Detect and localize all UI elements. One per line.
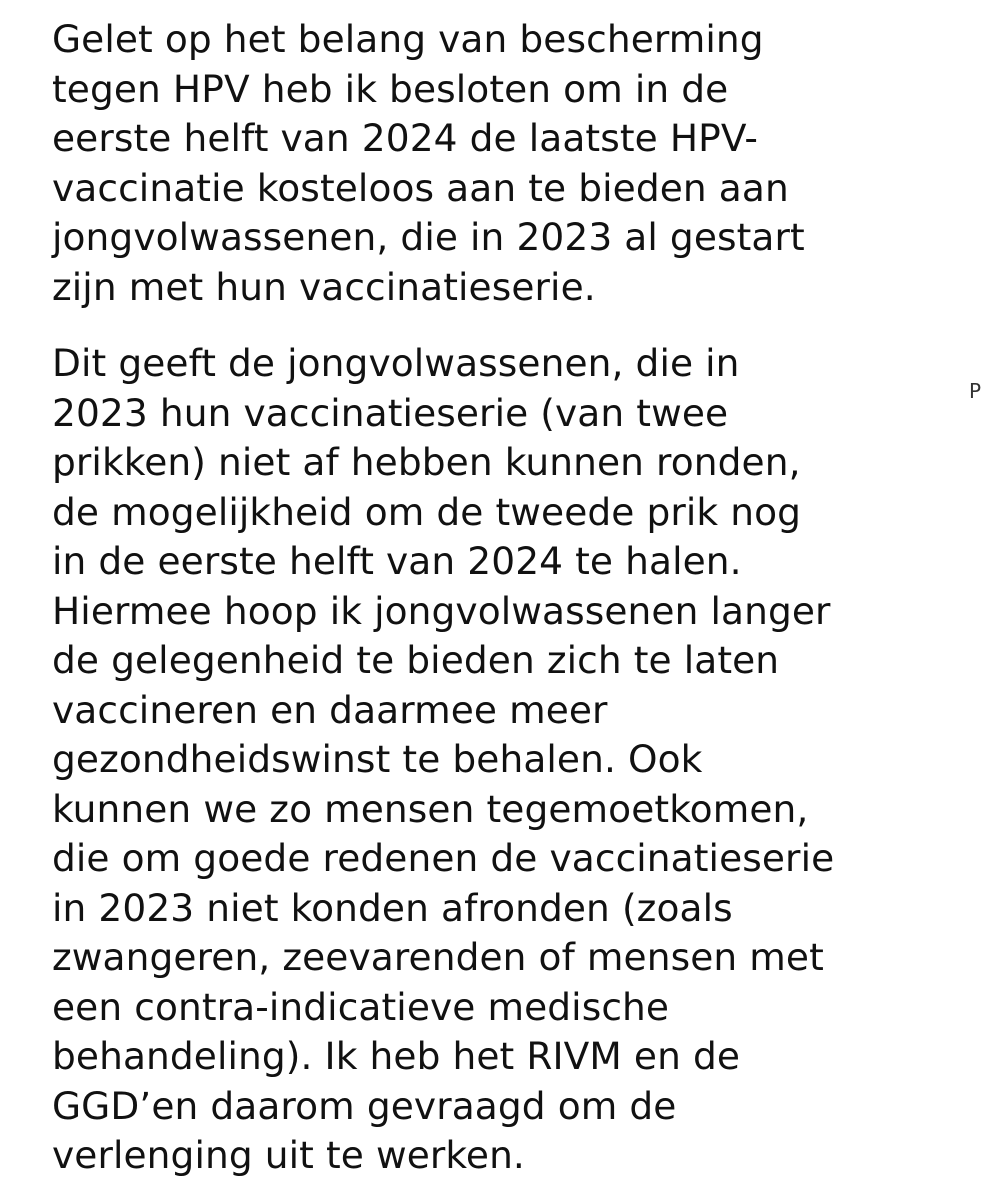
paragraph-hpv-decision: [52, 15, 805, 312]
text-line: zijn met hun vaccinatieserie.: [52, 264, 596, 309]
text-line: eerste helft van 2024 de laatste HPV-: [52, 116, 759, 160]
text-line: Dit geeft de jongvolwassenen, die in: [52, 341, 740, 385]
text-line: vaccinatie kosteloos aan te bieden aan: [52, 165, 789, 210]
text-line: gezondheidswinst te behalen. Ook: [52, 737, 703, 781]
text-line: behandeling). Ik heb het RIVM en de: [52, 1034, 741, 1078]
text-line: vaccineren en daarmee meer: [52, 687, 608, 732]
text-line: kunnen we zo mensen tegemoetkomen,: [52, 786, 809, 831]
text-line: verlenging uit te werken.: [52, 1133, 525, 1177]
text-line: een contra-indicatieve medische: [52, 984, 670, 1029]
margin-letter-fragment: P: [969, 379, 982, 403]
text-line: GGD’en daarom gevraagd om de: [52, 1083, 677, 1128]
text-line: de mogelijkheid om de tweede prik nog: [52, 489, 802, 534]
text-line: de gelegenheid te bieden zich te laten: [52, 638, 780, 682]
text-line: Hiermee hoop ik jongvolwassenen langer: [52, 588, 831, 633]
text-line: prikken) niet af hebben kunnen ronden,: [52, 440, 801, 484]
text-line: in de eerste helft van 2024 te halen.: [52, 539, 742, 583]
text-line: jongvolwassenen, die in 2023 al gestart: [52, 215, 805, 259]
text-line: in 2023 niet konden afronden (zoals: [52, 885, 733, 930]
text-line: Gelet op het belang van bescherming: [52, 17, 764, 61]
text-line: die om goede redenen de vaccinatieserie: [52, 836, 835, 880]
paragraph-extension-explanation: [52, 339, 834, 1181]
text-line: 2023 hun vaccinatieserie (van twee: [52, 390, 729, 435]
text-line: zwangeren, zeevarenden of mensen met: [52, 935, 824, 979]
text-line: tegen HPV heb ik besloten om in de: [52, 66, 729, 111]
